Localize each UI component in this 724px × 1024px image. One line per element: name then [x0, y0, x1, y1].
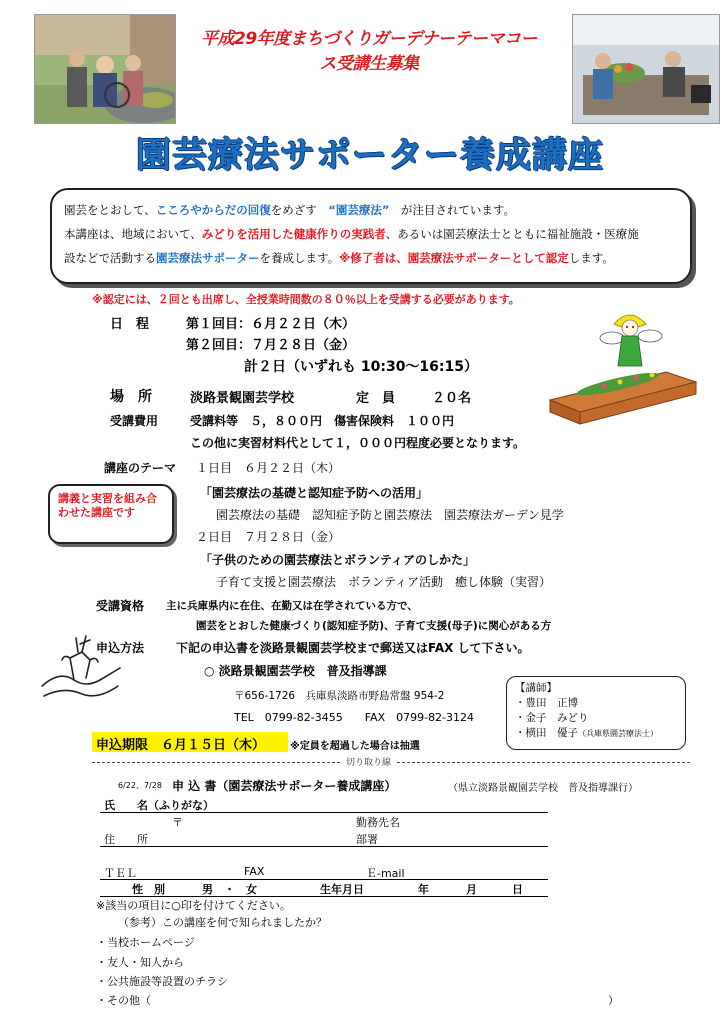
capacity-label: 定 員 [356, 391, 396, 406]
intro-line-2 [64, 226, 639, 242]
intro-segment: を養成します。 [259, 251, 340, 265]
form-close-paren: ） [608, 994, 619, 1007]
schedule-session-2: 第２回目：７月２８日（金） [186, 338, 356, 353]
deadline-text: 申込期限 ６月１５日（木） [96, 738, 266, 753]
form-day: 日 [512, 883, 523, 896]
cut-line-label: 切り取り線 [340, 755, 397, 768]
form-source-option[interactable]: ・公共施設等設置のチラシ [96, 975, 228, 988]
application-phone: TEL 0799-82-3455 FAX 0799-82-3124 [234, 711, 475, 724]
schedule-label: 日 程 [110, 317, 150, 332]
intro-segment: ※修了者は、園芸療法サポーターとして認定 [339, 251, 569, 265]
intro-segment: 本講座は、地域において、 [64, 227, 202, 241]
form-source-option[interactable]: ・当校ホームページ [96, 936, 195, 949]
intro-segment: が注目されています。 [389, 203, 515, 217]
intro-segment: します。 [568, 251, 614, 265]
application-org: ○ 淡路景観園芸学校 普及指導課 [204, 664, 387, 678]
form-gender-options[interactable]: 男 ・ 女 [202, 883, 257, 896]
venue-label: 場 所 [110, 389, 152, 405]
form-birth-label: 生年月日 [320, 883, 364, 896]
planter-illustration [548, 360, 698, 426]
intro-segment: こころやからだの回復 [155, 203, 271, 217]
eligibility-line-1: 主に兵庫県内に在住、在勤又は在学されている方で、 [166, 600, 418, 612]
form-address-line[interactable] [100, 846, 548, 847]
intro-segment: 設などで活動する [64, 251, 156, 265]
form-postal: 〒 [172, 816, 183, 829]
day2-heading: ２日目 ７月２８日（金） [196, 530, 341, 544]
form-title: 申 込 書（園芸療法サポーター養成講座） [172, 779, 397, 793]
form-address-label: 住 所 [104, 833, 148, 846]
fee-extra: この他に実習材料代として１，０００円程度必要となります。 [190, 436, 526, 450]
form-month: 月 [466, 883, 477, 896]
lecturer-item: ・豊田 正博 [515, 697, 578, 709]
eligibility-line-2: 園芸をとおした健康づくり(認知症予防)、子育て支援(母子)に関心がある方 [196, 620, 552, 632]
intro-box [50, 188, 692, 284]
form-fax-label: FAX [244, 865, 265, 878]
day1-title: 「園芸療法の基礎と認知症予防への活用」 [200, 486, 429, 500]
lecturer-box [506, 676, 686, 750]
intro-line-3 [64, 250, 614, 266]
deadline-note: ※定員を超過した場合は抽選 [290, 741, 420, 752]
intro-segment: “園芸療法” [328, 203, 390, 217]
form-department-label: 部署 [356, 833, 378, 846]
header-banner: 平成29年度まちづくりガーデナーテーマコース受講生募集 [201, 29, 537, 74]
intro-segment: 、あるいは園芸療法士とともに福祉施設・医療施 [385, 227, 639, 241]
capacity-value: ２０名 [432, 391, 472, 406]
form-email-label: Ｅ-mail [366, 867, 405, 880]
fee-label: 受講費用 [110, 414, 159, 428]
callout-box: 講義と実習を組み合わせた講座です [48, 484, 174, 544]
form-contact-line[interactable] [100, 879, 548, 880]
day2-detail: 子育て支援と園芸療法 ボランティア活動 癒し体験（実習） [216, 575, 552, 589]
form-name-line[interactable] [100, 812, 548, 813]
intro-segment: 園芸療法サポーター [156, 251, 260, 265]
page-title: 園芸療法サポーター養成講座 [135, 136, 604, 176]
application-address: 〒656-1726 兵庫県淡路市野島常盤 954-2 [234, 690, 445, 702]
intro-segment: 園芸をとおして、 [64, 203, 156, 217]
form-workplace-label: 勤務先名 [356, 816, 400, 829]
form-addressee: （県立淡路景観園芸学校 普及指導課行） [448, 783, 638, 794]
header-photo-right [572, 14, 720, 124]
form-name-label: 氏 名（ふりがな） [104, 799, 214, 812]
form-source-option[interactable]: ・その他（ [96, 994, 151, 1007]
day2-title: 「子供のための園芸療法とボランティアのしかた」 [200, 553, 476, 567]
form-source-question: （参考）この講座を何で知られましたか？ [118, 916, 327, 929]
lecturer-heading: 【講師】 [515, 682, 557, 694]
schedule-total: 計２日（いずれも 10:30～16:15） [244, 359, 479, 375]
form-source-option[interactable]: ・友人・知人から [96, 956, 184, 969]
day1-heading: １日目 ６月２２日（木） [196, 461, 341, 475]
fee-value: 受講料等 ５，８００円 傷害保険料 １００円 [190, 414, 455, 428]
form-gender-label: 性 別 [132, 883, 165, 896]
lecturer-item: ・横田 優子（兵庫県園芸療法士） [515, 727, 658, 739]
intro-segment: みどりを活用した健康作りの実践者 [201, 227, 386, 241]
form-dates: 6/22、7/28 [118, 781, 162, 790]
day1-detail: 園芸療法の基礎 認知症予防と園芸療法 園芸療法ガーデン見学 [216, 508, 564, 522]
venue-value: 淡路景観園芸学校 [190, 391, 295, 406]
form-mark-note: ※該当の項目に○印を付けてください。 [96, 899, 291, 912]
certification-note: ※認定には、２回とも出席し、全授業時間数の８０％以上を受講する必要があります。 [92, 293, 520, 306]
theme-label: 講座のテーマ [104, 461, 177, 475]
application-text: 下記の申込書を淡路景観園芸学校まで郵送又はFAX して下さい。 [176, 641, 530, 655]
intro-line-1 [64, 202, 515, 218]
header-photo-left [34, 14, 176, 124]
hands-plant-illustration [34, 630, 130, 710]
schedule-session-1: 第１回目：６月２２日（木） [186, 317, 356, 332]
eligibility-label: 受講資格 [96, 599, 145, 613]
form-tel-label: ＴＥＬ [104, 867, 137, 880]
intro-segment: をめざす [270, 203, 329, 217]
application-label: 申込方法 [96, 641, 145, 655]
form-year: 年 [418, 883, 429, 896]
lecturer-item: ・金子 みどり [515, 712, 589, 724]
